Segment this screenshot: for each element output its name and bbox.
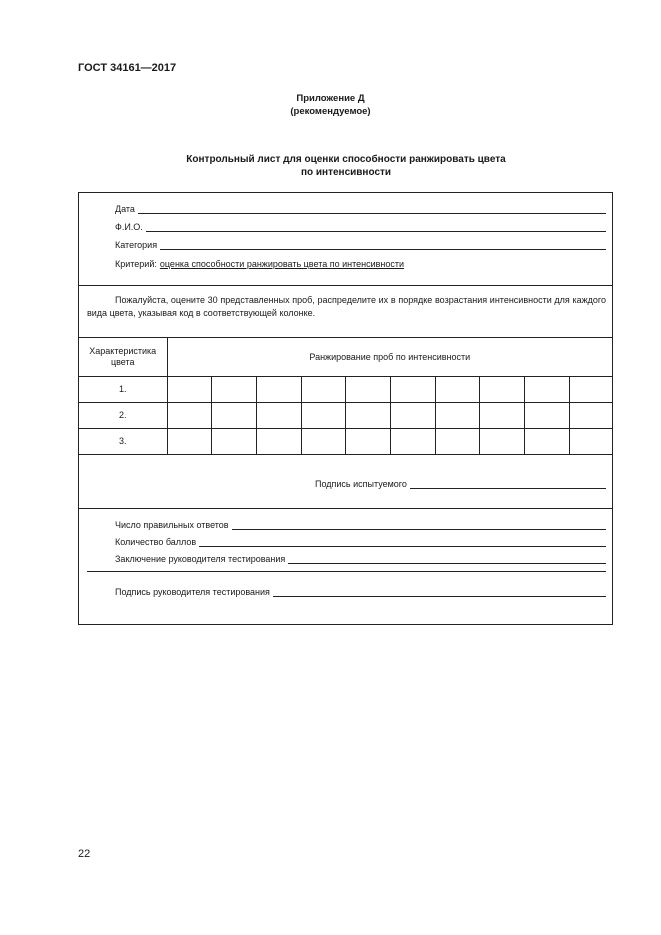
row-number: 1.: [79, 376, 167, 402]
rank-cell[interactable]: [167, 376, 211, 402]
appendix-heading: [0, 92, 661, 118]
appendix-label: Приложение Д: [296, 93, 365, 104]
name-field[interactable]: [115, 219, 606, 232]
rank-cell[interactable]: [479, 376, 524, 402]
rank-cell[interactable]: [435, 402, 479, 428]
date-blank[interactable]: [138, 202, 606, 214]
rank-cell[interactable]: [524, 428, 569, 454]
rank-cell[interactable]: [345, 376, 390, 402]
rank-cell[interactable]: [211, 376, 256, 402]
rank-cell[interactable]: [569, 376, 612, 402]
conclusion-continuation-line[interactable]: [87, 571, 606, 572]
subject-signature-label: Подпись испытуемого: [315, 479, 407, 489]
table-row: [79, 376, 612, 402]
rank-cell[interactable]: [390, 402, 435, 428]
title-line-2: по интенсивности: [300, 167, 392, 178]
correct-answers-blank[interactable]: [232, 518, 606, 530]
date-field[interactable]: [115, 201, 606, 214]
rank-cell[interactable]: [167, 428, 211, 454]
name-label: Ф.И.О.: [115, 222, 143, 232]
criterion-value: оценка способности ранжировать цвета по интенсивности: [159, 259, 405, 269]
rank-cell[interactable]: [301, 376, 345, 402]
conclusion-field[interactable]: [115, 551, 606, 564]
name-blank[interactable]: [146, 220, 606, 232]
category-field[interactable]: [115, 237, 606, 250]
results-section: [79, 509, 612, 624]
rank-cell[interactable]: [256, 376, 301, 402]
supervisor-signature-label: Подпись руководителя тестирования: [115, 587, 270, 597]
supervisor-signature-blank[interactable]: [273, 585, 606, 597]
score-field[interactable]: [115, 534, 606, 547]
ranking-header: Ранжирование проб по интенсивности: [167, 338, 612, 376]
rank-cell[interactable]: [167, 402, 211, 428]
rank-cell[interactable]: [211, 428, 256, 454]
rank-cell[interactable]: [256, 428, 301, 454]
rank-cell[interactable]: [479, 402, 524, 428]
personal-info-section: [79, 193, 612, 286]
rank-cell[interactable]: [345, 428, 390, 454]
table-header-row: [79, 338, 612, 376]
ranking-table: [79, 338, 612, 455]
rank-cell[interactable]: [390, 428, 435, 454]
supervisor-signature-field[interactable]: [115, 584, 606, 597]
title-line-1: Контрольный лист для оценки способности ранжировать цвета: [186, 154, 506, 165]
rank-cell[interactable]: [435, 428, 479, 454]
rank-cell[interactable]: [301, 428, 345, 454]
subject-signature-blank[interactable]: [410, 477, 606, 489]
rank-cell[interactable]: [345, 402, 390, 428]
appendix-status: (рекомендуемое): [290, 106, 371, 117]
row-number: 3.: [79, 428, 167, 454]
standard-number: ГОСТ 34161—2017: [78, 62, 177, 74]
row-number: 2.: [79, 402, 167, 428]
score-blank[interactable]: [199, 535, 606, 547]
rank-cell[interactable]: [479, 428, 524, 454]
document-title: [78, 153, 614, 179]
criterion-field: [115, 256, 404, 269]
table-row: [79, 402, 612, 428]
criterion-label: Критерий:: [115, 259, 157, 269]
correct-answers-field[interactable]: [115, 517, 606, 530]
table-row: [79, 428, 612, 454]
category-label: Категория: [115, 240, 158, 250]
score-label: Количество баллов: [115, 537, 197, 547]
rank-cell[interactable]: [524, 376, 569, 402]
rank-cell[interactable]: [524, 402, 569, 428]
subject-signature-field[interactable]: [315, 476, 606, 489]
rank-cell[interactable]: [569, 402, 612, 428]
instructions-section: [79, 286, 612, 338]
date-label: Дата: [115, 204, 135, 214]
correct-answers-label: Число правильных ответов: [115, 520, 229, 530]
category-blank[interactable]: [160, 238, 606, 250]
rank-cell[interactable]: [301, 402, 345, 428]
rank-cell[interactable]: [569, 428, 612, 454]
instructions-text: Пожалуйста, оцените 30 представленных проб, распределите их в порядке возрастания интенсивности для каждого вида цвета, указывая код в соответствующей колонке.: [87, 295, 606, 318]
rank-cell[interactable]: [390, 376, 435, 402]
subject-signature-section: [79, 454, 612, 509]
rank-cell[interactable]: [435, 376, 479, 402]
conclusion-label: Заключение руководителя тестирования: [115, 554, 286, 564]
rank-cell[interactable]: [256, 402, 301, 428]
color-characteristic-header: Характеристика цвета: [79, 338, 167, 376]
rank-cell[interactable]: [211, 402, 256, 428]
checklist-form: [78, 192, 613, 625]
page-number: 22: [78, 848, 91, 860]
conclusion-blank[interactable]: [288, 552, 606, 564]
